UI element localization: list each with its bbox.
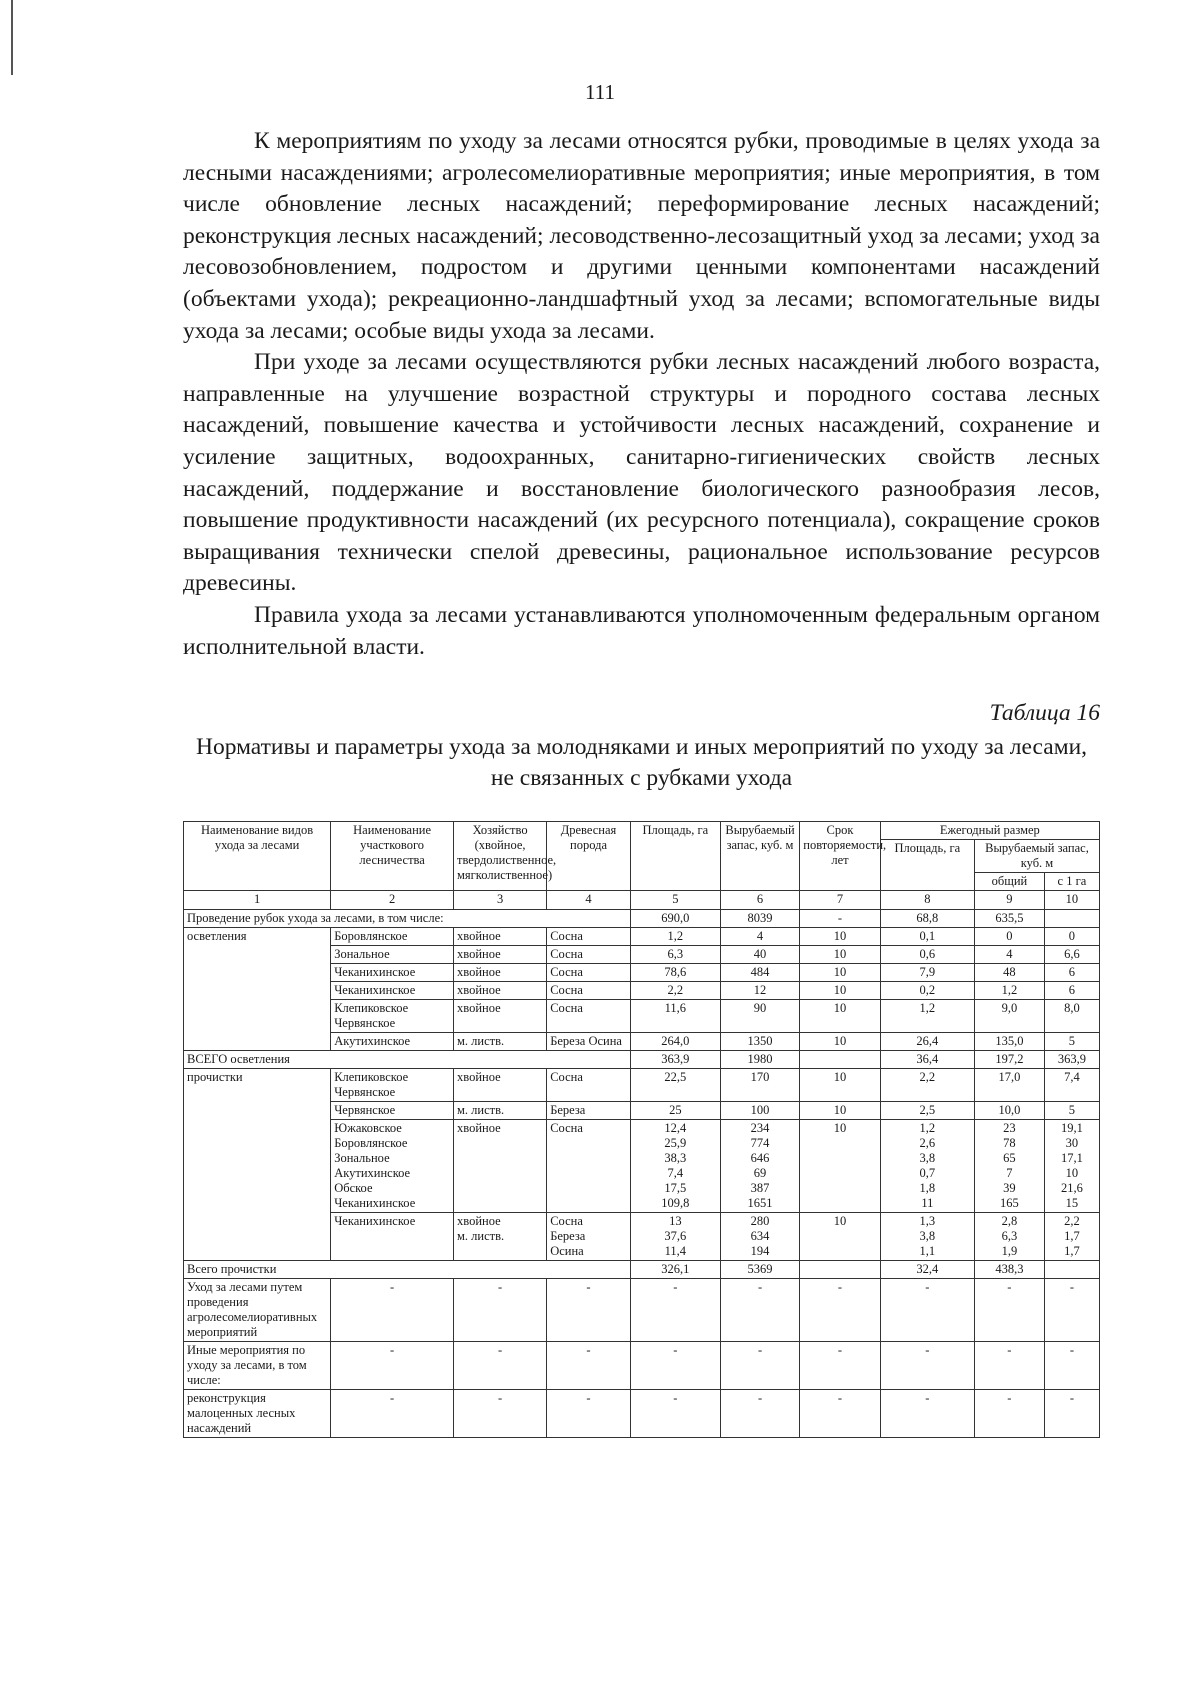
cell-area: 2,2 <box>630 982 720 1000</box>
dash-cell: - <box>331 1342 454 1390</box>
cell-species: Сосна <box>547 1120 631 1213</box>
cell-species: Сосна <box>547 964 631 982</box>
cell-area: 12,4 25,9 38,3 7,4 17,5 109,8 <box>630 1120 720 1213</box>
dash-cell: - <box>880 1342 974 1390</box>
cell-annual-area: 1,3 3,8 1,1 <box>880 1213 974 1261</box>
col-number: 7 <box>800 891 880 910</box>
cell-forestry: Клепиковское Червянское <box>331 1069 454 1102</box>
cell-per-ha: 6 <box>1044 964 1099 982</box>
cell-type: Уход за лесами путем проведения агролесомелиоративных мероприятий <box>184 1279 331 1342</box>
summary-volume: 8039 <box>720 910 799 928</box>
cell-area: 25 <box>630 1102 720 1120</box>
norms-table-wrapper <box>183 821 1100 1438</box>
cell-annual-area: 2,5 <box>880 1102 974 1120</box>
cell-forestry: Южаковское Боровлянское Зональное Акутихинское Обское Чеканихинское <box>331 1120 454 1213</box>
total-volume: 5369 <box>720 1261 799 1279</box>
cell-forestry: Акутихинское <box>331 1033 454 1051</box>
cell-annual-area: 0,1 <box>880 928 974 946</box>
col-number: 4 <box>547 891 631 910</box>
cell-area: 11,6 <box>630 1000 720 1033</box>
dash-cell: - <box>454 1279 547 1342</box>
cell-period: 10 <box>800 1000 880 1033</box>
col-number: 6 <box>720 891 799 910</box>
total-area: 363,9 <box>630 1051 720 1069</box>
cell-species: Сосна Береза Осина <box>547 1213 631 1261</box>
paragraph: Правила ухода за лесами устанавливаются уполномоченным федеральным органом исполнительной власти. <box>183 601 1100 660</box>
cell-area: 264,0 <box>630 1033 720 1051</box>
table-row <box>184 1069 1100 1102</box>
dash-cell: - <box>720 1342 799 1390</box>
cell-volume: 170 <box>720 1069 799 1102</box>
cell-volume: 4 <box>720 928 799 946</box>
cell-volume: 40 <box>720 946 799 964</box>
table-summary-row <box>184 910 1100 928</box>
header-farm: Хозяйство (хвойное, твердолиственное, мягколиственное) <box>454 822 547 891</box>
cell-volume: 100 <box>720 1102 799 1120</box>
cell-type: прочистки <box>184 1069 331 1261</box>
scan-edge-line <box>11 0 13 75</box>
header-annual: Ежегодный размер <box>880 822 1099 840</box>
cell-per-ha: 2,2 1,7 1,7 <box>1044 1213 1099 1261</box>
cell-forestry: Чеканихинское <box>331 982 454 1000</box>
header-forestry: Наименование участкового лесничества <box>331 822 454 891</box>
cell-total: 4 <box>974 946 1044 964</box>
cell-per-ha: 0 <box>1044 928 1099 946</box>
dash-cell: - <box>800 1390 880 1438</box>
cell-period: 10 <box>800 982 880 1000</box>
total-total: 438,3 <box>974 1261 1044 1279</box>
cell-species: Сосна <box>547 1069 631 1102</box>
dash-cell: - <box>880 1279 974 1342</box>
cell-species: Сосна <box>547 928 631 946</box>
cell-annual-area: 26,4 <box>880 1033 974 1051</box>
cell-type: осветления <box>184 928 331 1051</box>
cell-farm: хвойное <box>454 928 547 946</box>
cell-annual-area: 1,2 2,6 3,8 0,7 1,8 11 <box>880 1120 974 1213</box>
cell-total: 135,0 <box>974 1033 1044 1051</box>
dash-cell: - <box>630 1390 720 1438</box>
cell-annual-area: 1,2 <box>880 1000 974 1033</box>
cell-type: реконструкция малоценных лесных насаждений <box>184 1390 331 1438</box>
cell-period: 10 <box>800 1033 880 1051</box>
cell-period: 10 <box>800 946 880 964</box>
cell-volume: 1350 <box>720 1033 799 1051</box>
cell-volume: 280 634 194 <box>720 1213 799 1261</box>
dash-cell: - <box>720 1279 799 1342</box>
cell-area: 78,6 <box>630 964 720 982</box>
cell-farm: хвойное <box>454 964 547 982</box>
cell-per-ha: 6 <box>1044 982 1099 1000</box>
dash-cell: - <box>454 1342 547 1390</box>
dash-cell: - <box>1044 1342 1099 1390</box>
cell-farm: хвойное <box>454 1000 547 1033</box>
table-row <box>184 1342 1100 1390</box>
col-number: 8 <box>880 891 974 910</box>
norms-table <box>183 821 1100 1438</box>
cell-area: 1,2 <box>630 928 720 946</box>
cell-total: 48 <box>974 964 1044 982</box>
summary-total: 635,5 <box>974 910 1044 928</box>
cell-volume: 90 <box>720 1000 799 1033</box>
page-number: 111 <box>585 80 615 104</box>
dash-cell: - <box>547 1390 631 1438</box>
cell-period: 10 <box>800 964 880 982</box>
total-area: 326,1 <box>630 1261 720 1279</box>
header-area: Площадь, га <box>630 822 720 891</box>
cell-per-ha: 6,6 <box>1044 946 1099 964</box>
cell-area: 13 37,6 11,4 <box>630 1213 720 1261</box>
table-total-row <box>184 1051 1100 1069</box>
body-text <box>183 126 1100 663</box>
empty-cell <box>800 1261 880 1279</box>
cell-forestry: Клепиковское Червянское <box>331 1000 454 1033</box>
table-label: Таблица 16 <box>989 700 1100 726</box>
header-total: общий <box>974 873 1044 891</box>
dash-cell: - <box>1044 1390 1099 1438</box>
cell-volume: 484 <box>720 964 799 982</box>
cell-total: 23 78 65 7 39 165 <box>974 1120 1044 1213</box>
paragraph: К мероприятиям по уходу за лесами относятся рубки, проводимые в целях ухода за лесными насаждениями; агролесомелиоративные мероприятия; иные мероприятия, в том числе обновление лесных насаждений; переформирование лесных насаждений; реконструкция лесных насаждений; лесоводственно-лесозащитный уход за лесами; уход за лесовозобновлением, подростом и другими ценными компонентами насаждений (объектами ухода); рекреационно-ландшафтный уход за лесами; вспомогательные виды ухода за лесами; особые виды ухода за лесами. <box>183 128 1100 344</box>
dash-cell: - <box>454 1390 547 1438</box>
total-volume: 1980 <box>720 1051 799 1069</box>
cell-total: 1,2 <box>974 982 1044 1000</box>
cell-forestry: Червянское <box>331 1102 454 1120</box>
table-header-row <box>184 822 1100 840</box>
table-total-row <box>184 1261 1100 1279</box>
cell-farm: м. листв. <box>454 1102 547 1120</box>
cell-total: 2,8 6,3 1,9 <box>974 1213 1044 1261</box>
cell-forestry: Зональное <box>331 946 454 964</box>
dash-cell: - <box>880 1390 974 1438</box>
cell-forestry: Чеканихинское <box>331 964 454 982</box>
cell-period: 10 <box>800 1120 880 1213</box>
cell-forestry: Боровлянское <box>331 928 454 946</box>
cell-area: 6,3 <box>630 946 720 964</box>
dash-cell: - <box>800 1342 880 1390</box>
total-per-ha <box>1044 1261 1099 1279</box>
table-body <box>184 928 1100 1438</box>
header-type: Наименование видов ухода за лесами <box>184 822 331 891</box>
cell-area: 22,5 <box>630 1069 720 1102</box>
col-number: 3 <box>454 891 547 910</box>
dash-cell: - <box>974 1279 1044 1342</box>
cell-period: 10 <box>800 1213 880 1261</box>
cell-period: 10 <box>800 1069 880 1102</box>
total-per-ha: 363,9 <box>1044 1051 1099 1069</box>
cell-volume: 234 774 646 69 387 1651 <box>720 1120 799 1213</box>
cell-per-ha: 5 <box>1044 1033 1099 1051</box>
cell-total: 0 <box>974 928 1044 946</box>
summary-period: - <box>800 910 880 928</box>
total-label: Всего прочистки <box>184 1261 631 1279</box>
cell-per-ha: 5 <box>1044 1102 1099 1120</box>
dash-cell: - <box>630 1342 720 1390</box>
dash-cell: - <box>331 1390 454 1438</box>
cell-species: Сосна <box>547 1000 631 1033</box>
total-annual-area: 32,4 <box>880 1261 974 1279</box>
cell-volume: 12 <box>720 982 799 1000</box>
table-row <box>184 1279 1100 1342</box>
table-title: Нормативы и параметры ухода за молодняками и иных мероприятий по уходу за лесами, не связанных с рубками ухода <box>195 734 1088 791</box>
col-number: 10 <box>1044 891 1099 910</box>
cell-species: Сосна <box>547 982 631 1000</box>
cell-farm: хвойное м. листв. <box>454 1213 547 1261</box>
header-species: Древесная порода <box>547 822 631 891</box>
summary-label: Проведение рубок ухода за лесами, в том числе: <box>184 910 631 928</box>
col-number: 5 <box>630 891 720 910</box>
cell-farm: хвойное <box>454 1069 547 1102</box>
dash-cell: - <box>331 1279 454 1342</box>
total-label: ВСЕГО осветления <box>184 1051 631 1069</box>
col-number: 1 <box>184 891 331 910</box>
header-period: Срок повторяемости, лет <box>800 822 880 891</box>
total-total: 197,2 <box>974 1051 1044 1069</box>
header-annual-area: Площадь, га <box>880 840 974 891</box>
cell-farm: хвойное <box>454 982 547 1000</box>
dash-cell: - <box>630 1279 720 1342</box>
cell-forestry: Чеканихинское <box>331 1213 454 1261</box>
cell-per-ha: 19,1 30 17,1 10 21,6 15 <box>1044 1120 1099 1213</box>
dash-cell: - <box>720 1390 799 1438</box>
cell-annual-area: 0,2 <box>880 982 974 1000</box>
cell-species: Береза <box>547 1102 631 1120</box>
empty-cell <box>800 1051 880 1069</box>
cell-total: 9,0 <box>974 1000 1044 1033</box>
cell-farm: м. листв. <box>454 1033 547 1051</box>
cell-per-ha: 7,4 <box>1044 1069 1099 1102</box>
col-number: 9 <box>974 891 1044 910</box>
cell-per-ha: 8,0 <box>1044 1000 1099 1033</box>
cell-annual-area: 0,6 <box>880 946 974 964</box>
header-annual-volume: Вырубаемый запас, куб. м <box>974 840 1099 873</box>
cell-species: Береза Осина <box>547 1033 631 1051</box>
dash-cell: - <box>800 1279 880 1342</box>
summary-area: 690,0 <box>630 910 720 928</box>
cell-total: 17,0 <box>974 1069 1044 1102</box>
table-row <box>184 1390 1100 1438</box>
header-per-ha: с 1 га <box>1044 873 1099 891</box>
table-row <box>184 928 1100 946</box>
column-number-row <box>184 891 1100 910</box>
dash-cell: - <box>974 1390 1044 1438</box>
cell-period: 10 <box>800 928 880 946</box>
paragraph: При уходе за лесами осуществляются рубки лесных насаждений любого возраста, направленные на улучшение возрастной структуры и породного состава лесных насаждений, повышение качества и устойчивости лесных насаждений, сохранение и усиление защитных, водоохранных, санитарно-гигиенических свойств лесных насаждений, поддержание и восстановление биологического разнообразия лесов, повышение продуктивности насаждений (их ресурсного потенциала), сокращение сроков выращивания технически спелой древесины, рациональное использование ресурсов древесины. <box>183 349 1100 597</box>
cell-farm: хвойное <box>454 946 547 964</box>
dash-cell: - <box>974 1342 1044 1390</box>
header-volume: Вырубаемый запас, куб. м <box>720 822 799 891</box>
cell-annual-area: 7,9 <box>880 964 974 982</box>
dash-cell: - <box>1044 1279 1099 1342</box>
summary-per-ha <box>1044 910 1099 928</box>
total-annual-area: 36,4 <box>880 1051 974 1069</box>
cell-total: 10,0 <box>974 1102 1044 1120</box>
cell-species: Сосна <box>547 946 631 964</box>
dash-cell: - <box>547 1342 631 1390</box>
dash-cell: - <box>547 1279 631 1342</box>
cell-annual-area: 2,2 <box>880 1069 974 1102</box>
cell-farm: хвойное <box>454 1120 547 1213</box>
col-number: 2 <box>331 891 454 910</box>
summary-annual-area: 68,8 <box>880 910 974 928</box>
cell-type: Иные мероприятия по уходу за лесами, в том числе: <box>184 1342 331 1390</box>
cell-period: 10 <box>800 1102 880 1120</box>
